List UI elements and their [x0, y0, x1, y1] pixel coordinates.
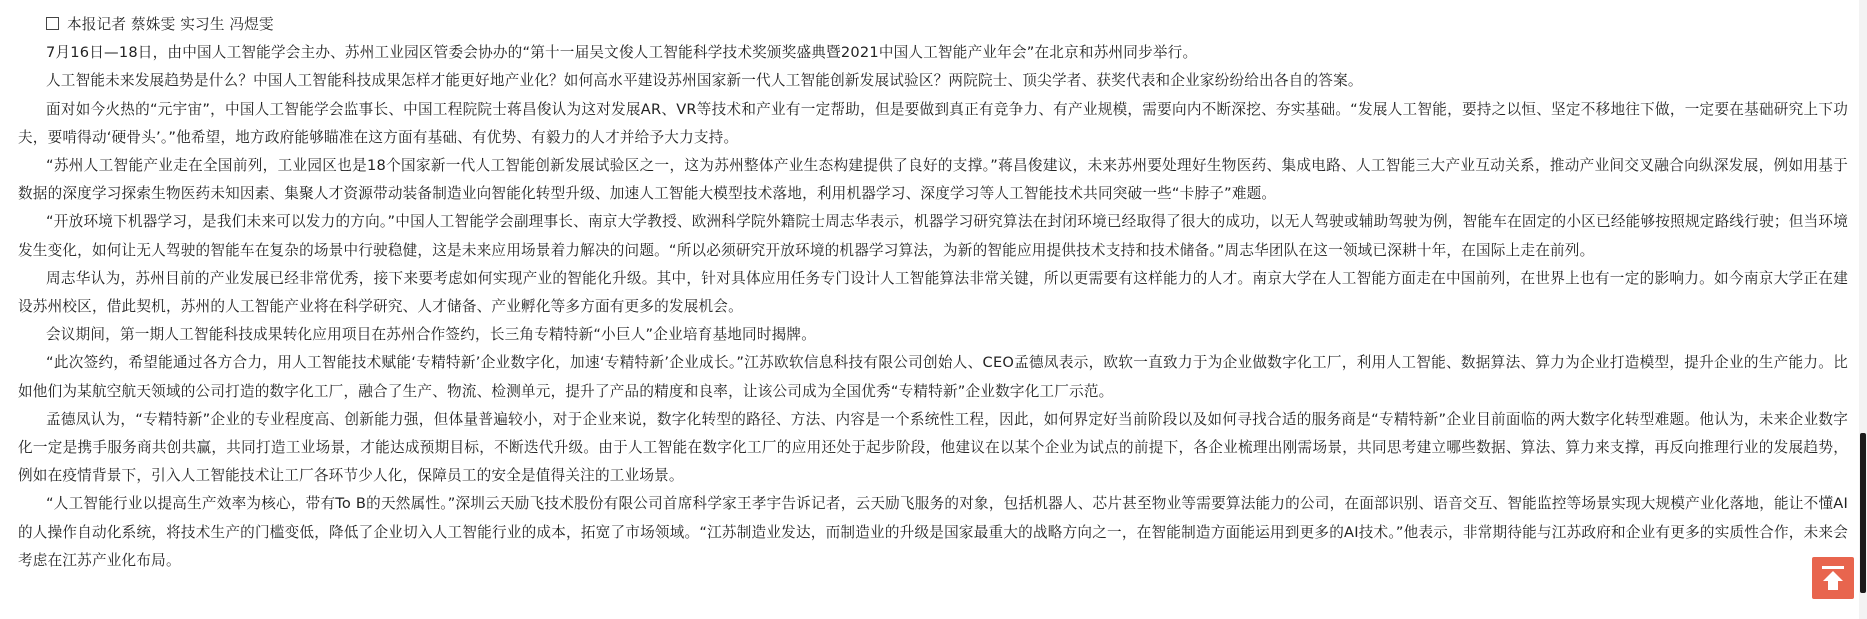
article-paragraph: 周志华认为，苏州目前的产业发展已经非常优秀，接下来要考虑如何实现产业的智能化升级。其中，针对具体应用任务专门设计人工智能算法非常关键，所以更需要有这样能力的人才。南京大学在人工智能方面走在中国前列，在世界上也有一定的影响力。如今南京大学正在建设苏州校区，借此契机，苏州的人工智能产业将在科学研究、人才储备、产业孵化等多方面有更多的发展机会。 [18, 269, 1848, 316]
article-paragraph: “开放环境下机器学习，是我们未来可以发力的方向。”中国人工智能学会副理事长、南京大学教授、欧洲科学院外籍院士周志华表示，机器学习研究算法在封闭环境已经取得了很大的成功，以无人驾驶或辅助驾驶为例，智能车在固定的小区已经能够按照规定路线行驶；但当环境发生变化，如何让无人驾驶的智能车在复杂的场景中行驶稳健，这是未来应用场景着力解决的问题。“所以必须研究开放环境的机器学习算法，为新的智能应用提供技术支持和技术储备。”周志华团队在这一领域已深耕十年，在国际上走在前列。 [18, 213, 1848, 259]
article-paragraph: 7月16日—18日，由中国人工智能学会主办、苏州工业园区管委会协办的“第十一届吴文俊人工智能科学技术奖颁奖盛典暨2021中国人工智能产业年会”在北京和苏州同步举行。 [46, 44, 1198, 62]
byline-text: 本报记者 蔡姝雯 实习生 冯煜雯 [67, 16, 274, 33]
checkbox-icon [46, 17, 59, 30]
vertical-scrollbar[interactable] [1859, 0, 1867, 619]
article-paragraph: 孟德凤认为，“专精特新”企业的专业程度高、创新能力强，但体量普遍较小，对于企业来说，数字化转型的路径、方法、内容是一个系统性工程，因此，如何界定好当前阶段以及如何寻找合适的服务商是“专精特新”企业目前面临的两大数字化转型难题。他认为，未来企业数字化一定是携手服务商共创共赢，共同打造工业场景，才能达成预期目标，不断迭代升级。由于人工智能在数字化工厂的应用还处于起步阶段，他建议在以某个企业为试点的前提下，各企业梳理出刚需场景，共同思考建立哪些数据、算法、算力来支撑，再反向推理行业的发展趋势，例如在疫情背景下，引入人工智能技术让工厂各环节少人化，保障员工的安全是值得关注的工业场景。 [18, 410, 1848, 485]
back-to-top-button[interactable] [1812, 557, 1854, 599]
article-paragraph: 面对如今火热的“元宇宙”，中国人工智能学会监事长、中国工程院院士蒋昌俊认为这对发展AR、VR等技术和产业有一定帮助，但是要做到真正有竞争力、有产业规模，需要向内不断深挖、夯实基础。“发展人工智能，要持之以恒、坚定不移地往下做，一定要在基础研究上下功夫，要啃得动‘硬骨头’。”他希望，地方政府能够瞄准在这方面有基础、有优势、有毅力的人才并给予大力支持。 [18, 100, 1848, 146]
article-paragraph: “此次签约，希望能通过各方合力，用人工智能技术赋能‘专精特新’企业数字化，加速‘专精特新’企业成长。”江苏欧软信息科技有限公司创始人、CEO孟德凤表示，欧软一直致力于为企业做数字化工厂，利用人工智能、数据算法、算力为企业打造模型，提升企业的生产能力。比如他们为某航空航天领域的公司打造的数字化工厂，融合了生产、物流、检测单元，提升了产品的精度和良率，让该公司成为全国优秀“专精特新”企业数字化工厂示范。 [18, 354, 1848, 400]
article-paragraph: “苏州人工智能产业走在全国前列，工业园区也是18个国家新一代人工智能创新发展试验区之一，这为苏州整体产业生态构建提供了良好的支撑。”蒋昌俊建议，未来苏州要处理好生物医药、集成电路、人工智能三大产业互动关系，推动产业间交叉融合向纵深发展，例如用基于数据的深度学习探索生物医药未知因素、集聚人才资源带动装备制造业向智能化转型升级、加速人工智能大模型技术落地，利用机器学习、深度学习等人工智能技术共同突破一些“卡脖子”难题。 [18, 157, 1848, 203]
byline [18, 11, 1848, 39]
scrollbar-thumb[interactable] [1860, 433, 1866, 593]
arrow-up-to-top-icon [1821, 565, 1845, 591]
article-paragraph: “人工智能行业以提高生产效率为核心，带有To B的天然属性。”深圳云天励飞技术股份有限公司首席科学家王孝宇告诉记者，云天励飞服务的对象，包括机器人、芯片甚至物业等需要算法能力的公司，在面部识别、语音交互、智能监控等场景实现大规模产业化落地，能让不懂AI的人操作自动化系统，将技术生产的门槛变低，降低了企业切入人工智能行业的成本，拓宽了市场领域。“江苏制造业发达，而制造业的升级是国家最重大的战略方向之一，在智能制造方面能运用到更多的AI技术。”他表示，非常期待能与江苏政府和企业有更多的实质性合作，未来会考虑在江苏产业化布局。 [18, 495, 1848, 569]
article-paragraph: 人工智能未来发展趋势是什么？中国人工智能科技成果怎样才能更好地产业化？如何高水平建设苏州国家新一代人工智能创新发展试验区？两院院士、顶尖学者、获奖代表和企业家纷纷给出各自的答案。 [46, 72, 1363, 90]
article-paragraph: 会议期间，第一期人工智能科技成果转化应用项目在苏州合作签约，长三角专精特新“小巨人”企业培育基地同时揭牌。 [46, 326, 817, 344]
